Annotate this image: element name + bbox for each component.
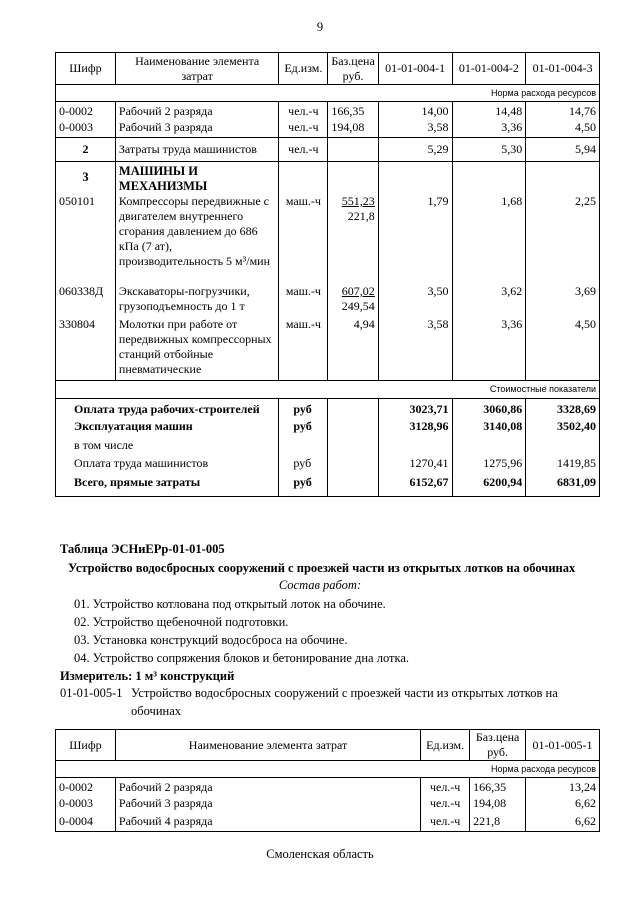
header-code: Шифр [56, 730, 116, 761]
row-price: 221,8 [470, 814, 526, 832]
cost-unit: руб [279, 398, 328, 417]
row-price: 194,08 [470, 796, 526, 814]
work-item: 01. Устройство котлована под открытый лоток на обочине. [74, 597, 386, 611]
row-code: 0-0003 [56, 120, 116, 138]
cost-value-1: 3023,71 [378, 398, 452, 417]
table-row [56, 814, 600, 832]
row-price-secondary: 249,54 [341, 299, 375, 313]
header-col-1: 01-01-004-1 [378, 53, 452, 85]
row-name: Компрессоры передвижные с двигателем внутреннего сгорания давлением до 686 кПа (7 ат), производительность 5 м³/мин [115, 194, 278, 284]
cost-name: в том числе [56, 436, 279, 454]
row-value-1: 1,79 [378, 194, 452, 284]
resource-table-005 [55, 729, 600, 832]
machines-code: 3 [56, 162, 116, 195]
cost-value-2: 6200,94 [452, 473, 526, 496]
row-code: 0-0004 [56, 814, 116, 832]
row-code: 0-0002 [56, 778, 116, 796]
row-code: 0-0003 [56, 796, 116, 814]
page-footer: Смоленская область [266, 847, 374, 861]
row-price: 166,35 [328, 102, 378, 120]
row-value-2: 1,68 [452, 194, 526, 284]
row-unit: маш.-ч [279, 194, 328, 284]
row-price: 4,94 [328, 317, 378, 380]
cost-unit: руб [279, 454, 328, 473]
header-col-1: 01-01-005-1 [526, 730, 600, 761]
cost-value-3: 3328,69 [526, 398, 600, 417]
page-number: 9 [316, 20, 324, 34]
row-name: Рабочий 2 разряда [115, 778, 420, 796]
resource-table-004 [55, 52, 600, 497]
cost-row [56, 473, 600, 496]
cost-unit: руб [279, 473, 328, 496]
row-price [328, 138, 378, 162]
machines-title: МАШИНЫ И МЕХАНИЗМЫ [115, 162, 278, 195]
table-row [56, 284, 600, 317]
row-name: Экскаваторы-погрузчики, грузоподъемность до 1 т [115, 284, 278, 317]
row-value-1: 3,50 [378, 284, 452, 317]
cost-row [56, 436, 600, 454]
row-value-2: 5,30 [452, 138, 526, 162]
row-code: 330804 [56, 317, 116, 380]
row-unit: маш.-ч [279, 284, 328, 317]
table-row [56, 317, 600, 380]
composition-heading: Состав работ: [278, 578, 362, 592]
table-row [56, 796, 600, 814]
row-price: 607,02 [341, 284, 375, 298]
row-price: 166,35 [470, 778, 526, 796]
row-name: Рабочий 2 разряда [115, 102, 278, 120]
row-unit: чел.-ч [279, 120, 328, 138]
row-value-1: 3,58 [378, 120, 452, 138]
header-col-2: 01-01-004-2 [452, 53, 526, 85]
row-value-2: 3,62 [452, 284, 526, 317]
header-price: Баз.цена руб. [328, 53, 378, 85]
cost-value-3: 3502,40 [526, 417, 600, 436]
table-row [56, 194, 600, 284]
header-unit: Ед.изм. [279, 53, 328, 85]
row-value-2: 14,48 [452, 102, 526, 120]
row-value-1: 6,62 [526, 796, 600, 814]
cost-name: Оплата труда машинистов [56, 454, 279, 473]
header-price: Баз.цена руб. [470, 730, 526, 761]
item-description: Устройство водосбросных сооружений с проезжей части из открытых лотков на обочинах [131, 686, 558, 718]
table-row [56, 102, 600, 120]
row-unit: чел.-ч [421, 814, 470, 832]
table-row [56, 138, 600, 162]
work-item: 02. Устройство щебеночной подготовки. [74, 615, 289, 629]
cost-label: Стоимостные показатели [56, 380, 600, 398]
cost-value-1: 1270,41 [378, 454, 452, 473]
machines-header-row [56, 162, 600, 195]
row-value-3: 4,50 [526, 317, 600, 380]
cost-value-2: 1275,96 [452, 454, 526, 473]
norm-label: Норма расхода ресурсов [56, 761, 600, 778]
table-header-row [56, 730, 600, 761]
row-code: 2 [56, 138, 116, 162]
norm-label-row [56, 85, 600, 102]
work-item: 04. Устройство сопряжения блоков и бетонирование дна лотка. [74, 651, 410, 665]
work-item: 03. Установка конструкций водосброса на обочине. [74, 633, 348, 647]
row-price-secondary: 221,8 [347, 209, 375, 223]
cost-row [56, 398, 600, 417]
cost-value-2: 3060,86 [452, 398, 526, 417]
cost-value-3: 1419,85 [526, 454, 600, 473]
table-title: Таблица ЭСНиЕРр-01-01-005 [60, 542, 225, 556]
row-value-1: 14,00 [378, 102, 452, 120]
row-name: Молотки при работе от передвижных компрессорных станций отбойные пневматические [115, 317, 278, 380]
table-header-row [56, 53, 600, 85]
header-col-3: 01-01-004-3 [526, 53, 600, 85]
row-value-3: 14,76 [526, 102, 600, 120]
cost-row [56, 454, 600, 473]
norm-label: Норма расхода ресурсов [56, 85, 600, 102]
header-code: Шифр [56, 53, 116, 85]
row-name: Затраты труда машинистов [115, 138, 278, 162]
row-price: 551,23 [341, 194, 375, 208]
row-value-1: 5,29 [378, 138, 452, 162]
row-unit: маш.-ч [279, 317, 328, 380]
cost-row [56, 417, 600, 436]
row-name: Рабочий 3 разряда [115, 120, 278, 138]
row-price: 194,08 [328, 120, 378, 138]
cost-value-1: 3128,96 [378, 417, 452, 436]
row-unit: чел.-ч [421, 796, 470, 814]
header-name: Наименование элемента затрат [115, 730, 420, 761]
table-row [56, 120, 600, 138]
row-value-1: 3,58 [378, 317, 452, 380]
norm-label-row [56, 761, 600, 778]
cost-value-2: 3140,08 [452, 417, 526, 436]
row-unit: чел.-ч [421, 778, 470, 796]
row-name: Рабочий 3 разряда [115, 796, 420, 814]
row-code: 060338Д [56, 284, 116, 317]
cost-name: Всего, прямые затраты [56, 473, 279, 496]
row-value-1: 13,24 [526, 778, 600, 796]
row-value-3: 3,69 [526, 284, 600, 317]
section-subtitle: Устройство водосбросных сооружений с проезжей части из открытых лотков на обочинах [68, 561, 576, 575]
cost-value-1: 6152,67 [378, 473, 452, 496]
row-code: 050101 [56, 194, 116, 284]
item-code: 01-01-005-1 [60, 686, 123, 700]
row-value-2: 3,36 [452, 317, 526, 380]
row-unit: чел.-ч [279, 102, 328, 120]
cost-name: Оплата труда рабочих-строителей [56, 398, 279, 417]
row-code: 0-0002 [56, 102, 116, 120]
table-row [56, 778, 600, 796]
row-value-2: 3,36 [452, 120, 526, 138]
row-value-3: 2,25 [526, 194, 600, 284]
cost-label-row [56, 380, 600, 398]
row-value-3: 4,50 [526, 120, 600, 138]
row-value-1: 6,62 [526, 814, 600, 832]
cost-name: Эксплуатация машин [56, 417, 279, 436]
header-unit: Ед.изм. [421, 730, 470, 761]
cost-unit: руб [279, 417, 328, 436]
row-value-3: 5,94 [526, 138, 600, 162]
row-name: Рабочий 4 разряда [115, 814, 420, 832]
header-name: Наименование элемента затрат [115, 53, 278, 85]
row-unit: чел.-ч [279, 138, 328, 162]
measure-unit: Измеритель: 1 м³ конструкций [60, 669, 235, 683]
cost-value-3: 6831,09 [526, 473, 600, 496]
